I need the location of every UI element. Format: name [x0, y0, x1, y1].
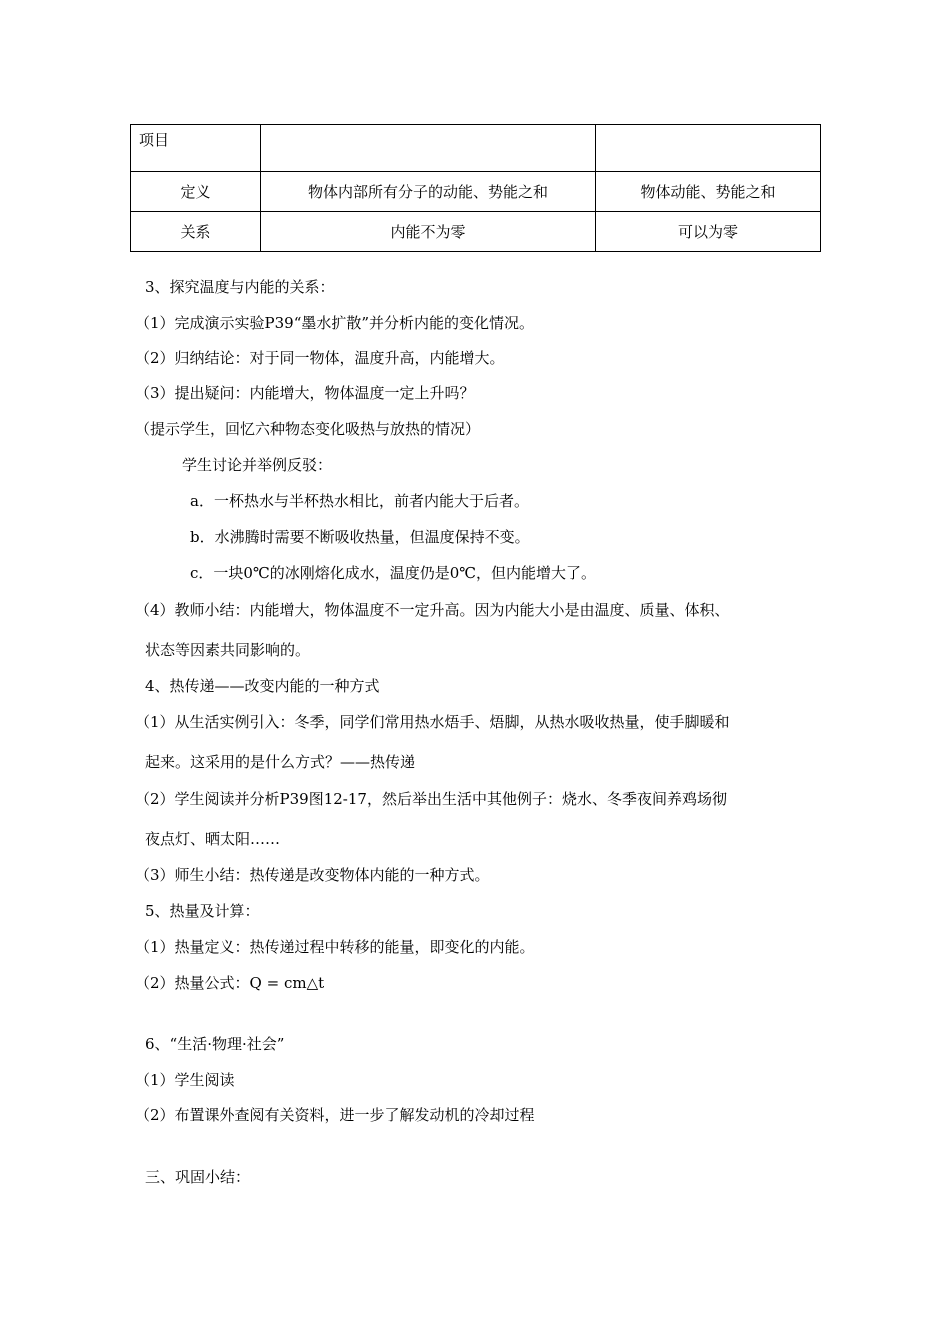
table-cell: 定义 [131, 172, 261, 212]
paragraph-line: （3）提出疑问：内能增大，物体温度一定上升吗？ [135, 384, 475, 402]
paragraph-line: （1）热量定义：热传递过程中转移的能量，即变化的内能。 [135, 938, 535, 956]
section-heading: 5、热量及计算： [145, 902, 260, 920]
table-header-row [131, 125, 821, 172]
paragraph-line: （4）教师小结：内能增大，物体温度不一定升高。因为内能大小是由温度、质量、体积、 [135, 601, 730, 619]
paragraph-line: 起来。这采用的是什么方式？——热传递 [145, 753, 416, 771]
paragraph-line: （2）归纳结论：对于同一物体，温度升高，内能增大。 [135, 349, 505, 367]
table-row [131, 172, 821, 212]
table-header-cell: 项目 [131, 125, 261, 172]
comparison-table [130, 124, 821, 252]
paragraph-line: （2）学生阅读并分析P39图12-17，然后举出生活中其他例子：烧水、冬季夜间养鸡场彻 [135, 790, 727, 808]
paragraph-line: 学生讨论并举例反驳： [182, 456, 333, 474]
table-cell: 物体内部所有分子的动能、势能之和 [261, 172, 596, 212]
table-row [131, 212, 821, 252]
paragraph-line: （2）热量公式：Q = cm△t [135, 974, 325, 992]
list-item: c．一块0℃的冰刚熔化成水，温度仍是0℃，但内能增大了。 [190, 564, 597, 582]
paragraph-line: （3）师生小结：热传递是改变物体内能的一种方式。 [135, 866, 490, 884]
paragraph-line: （2）布置课外查阅有关资料，进一步了解发动机的冷却过程 [135, 1106, 535, 1124]
paragraph-line: （1）学生阅读 [135, 1071, 235, 1089]
table-header-cell [596, 125, 821, 172]
paragraph-line: 夜点灯、晒太阳…… [145, 830, 281, 848]
table-cell: 内能不为零 [261, 212, 596, 252]
table-cell: 物体动能、势能之和 [596, 172, 821, 212]
paragraph-line: （提示学生，回忆六种物态变化吸热与放热的情况） [135, 420, 481, 438]
section-heading: 4、热传递——改变内能的一种方式 [145, 677, 380, 695]
table-cell: 可以为零 [596, 212, 821, 252]
section-heading: 三、巩固小结： [145, 1168, 251, 1186]
list-item: a．一杯热水与半杯热水相比，前者内能大于后者。 [190, 492, 529, 510]
paragraph-line: 状态等因素共同影响的。 [145, 641, 311, 659]
section-heading: 3、探究温度与内能的关系： [145, 278, 335, 296]
table-header-cell [261, 125, 596, 172]
table-cell: 关系 [131, 212, 261, 252]
list-item: b．水沸腾时需要不断吸收热量，但温度保持不变。 [190, 528, 530, 546]
section-heading: 6、“生活·物理·社会” [145, 1035, 285, 1053]
paragraph-line: （1）完成演示实验P39“墨水扩散”并分析内能的变化情况。 [135, 314, 535, 332]
paragraph-line: （1）从生活实例引入：冬季，同学们常用热水焐手、焐脚，从热水吸收热量，使手脚暖和 [135, 713, 730, 731]
